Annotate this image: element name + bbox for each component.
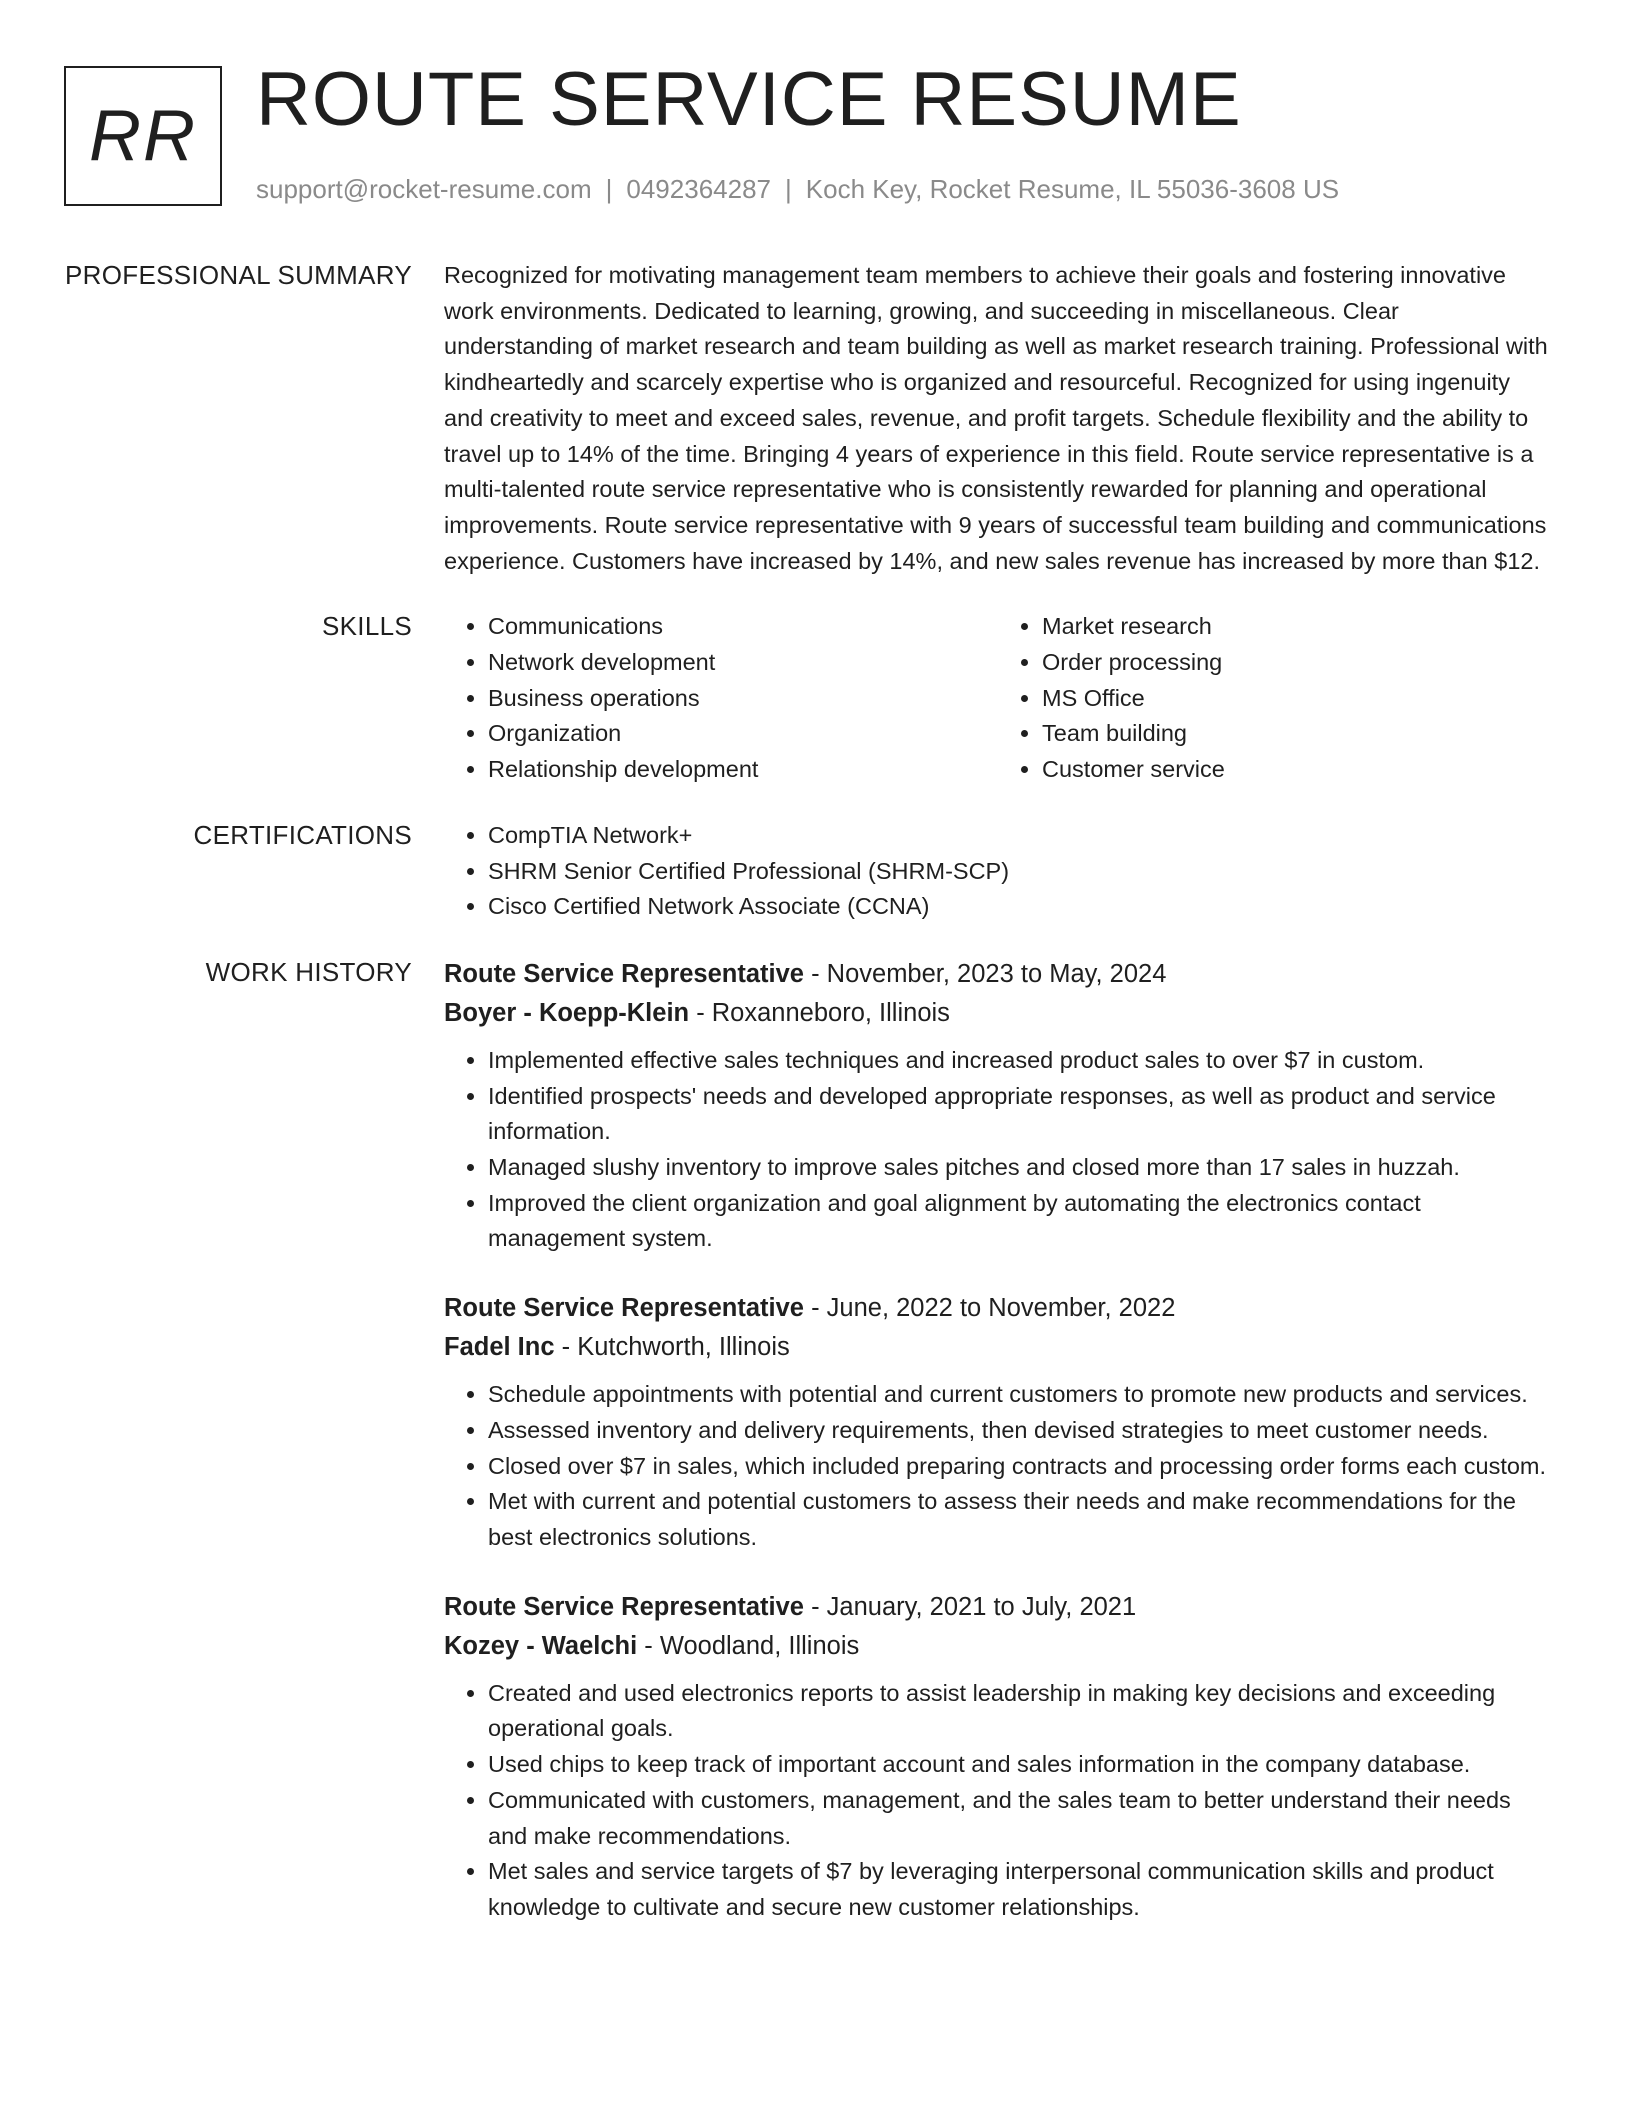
section-label: CERTIFICATIONS xyxy=(193,819,412,850)
work-history-section xyxy=(0,955,1632,1958)
job-bullet: • Closed over $7 in sales, which included preparing contracts and processing order forms each custom. xyxy=(488,1449,1552,1485)
job-company: Fadel Inc xyxy=(444,1333,555,1362)
summary-text: Recognized for motivating management team members to achieve their goals and fostering innovative work environments. Dedicated to learning, growing, and succeeding in miscellaneous. Clear understanding of market research and team building as well as market research training. Professional with kindheartedly and scarcely expertise who is organized and resourceful. Recognized for using ingenuity and creativity to meet and exceed sales, revenue, and profit targets. Schedule flexibility and the ability to travel up to 14% of the time. Bringing 4 years of experience in this field. Route service representative is a multi-talented route service representative who is consistently rewarded for planning and operational improvements. Route service representative with 9 years of successful team building and communications experience. Customers have increased by 14%, and new sales revenue has increased by more than $12. xyxy=(444,262,1548,574)
resume-content xyxy=(0,258,1632,1988)
contact-address: Koch Key, Rocket Resume, IL 55036-3608 US xyxy=(805,174,1340,204)
skill-item: • Organization xyxy=(488,716,998,752)
job-title-line xyxy=(444,1289,1552,1328)
skill-item: • MS Office xyxy=(1042,681,1552,717)
job-bullet: • Schedule appointments with potential and current customers to promote new products and services. xyxy=(488,1377,1552,1413)
skill-item: • Order processing xyxy=(1042,645,1552,681)
job-company-line xyxy=(444,1627,1552,1666)
summary-section xyxy=(0,258,1632,579)
job-title-line xyxy=(444,1588,1552,1627)
job-bullets xyxy=(444,1043,1552,1257)
certification-item: • Cisco Certified Network Associate (CCNA) xyxy=(488,889,1552,925)
section-label: PROFESSIONAL SUMMARY xyxy=(65,260,412,290)
job-bullet: • Communicated with customers, management, and the sales team to better understand their needs and make recommendations. xyxy=(488,1783,1552,1854)
section-label: SKILLS xyxy=(322,611,412,642)
job-company-line xyxy=(444,994,1552,1033)
job-bullets xyxy=(444,1676,1552,1926)
job-entry xyxy=(444,1289,1552,1556)
skill-item: • Network development xyxy=(488,645,998,681)
skill-item: • Business operations xyxy=(488,681,998,717)
job-entry xyxy=(444,955,1552,1257)
job-location: - Kutchworth, Illinois xyxy=(554,1333,790,1362)
job-bullet: • Met sales and service targets of $7 by leveraging interpersonal communication skills and product knowledge to cultivate and secure new customer relationships. xyxy=(488,1854,1552,1925)
job-bullet: • Assessed inventory and delivery requirements, then devised strategies to meet customer needs. xyxy=(488,1413,1552,1449)
contact-separator: | xyxy=(605,174,613,204)
skill-item: • Market research xyxy=(1042,609,1552,645)
skill-item: • Communications xyxy=(488,609,998,645)
contact-email[interactable]: support@rocket-resume.com xyxy=(256,174,592,204)
skills-section xyxy=(0,609,1632,788)
contact-separator: | xyxy=(785,174,792,204)
job-company: Kozey - Waelchi xyxy=(444,1631,638,1660)
job-bullet: • Managed slushy inventory to improve sales pitches and closed more than 17 sales in huzzah. xyxy=(488,1150,1552,1186)
job-bullet: • Improved the client organization and goal alignment by automating the electronics contact management system. xyxy=(488,1186,1552,1257)
job-title: Route Service Representative xyxy=(444,1294,804,1323)
skill-item: • Relationship development xyxy=(488,752,998,788)
section-label: WORK HISTORY xyxy=(205,956,412,987)
skills-list-left xyxy=(444,609,998,788)
job-title-line xyxy=(444,955,1552,994)
skill-item: • Customer service xyxy=(1042,752,1552,788)
monogram-logo: RR xyxy=(64,66,222,206)
contact-phone[interactable]: 0492364287 xyxy=(626,174,771,204)
job-dates: - November, 2023 to May, 2024 xyxy=(804,959,1167,988)
skill-item: • Team building xyxy=(1042,716,1552,752)
skills-list-right xyxy=(998,609,1552,788)
certifications-section xyxy=(0,818,1632,925)
job-dates: - June, 2022 to November, 2022 xyxy=(804,1294,1176,1323)
certification-item: • CompTIA Network+ xyxy=(488,818,1552,854)
job-bullet: • Met with current and potential customers to assess their needs and make recommendations for the best electronics solutions. xyxy=(488,1484,1552,1555)
job-title: Route Service Representative xyxy=(444,1592,804,1621)
resume-title: ROUTE SERVICE RESUME xyxy=(256,57,1242,142)
certifications-list xyxy=(444,818,1552,925)
job-company: Boyer - Koepp-Klein xyxy=(444,998,690,1027)
certification-item: • SHRM Senior Certified Professional (SHRM-SCP) xyxy=(488,854,1552,890)
job-bullet: • Created and used electronics reports to assist leadership in making key decisions and exceeding operational goals. xyxy=(488,1676,1552,1747)
job-bullet: • Implemented effective sales techniques and increased product sales to over $7 in custom. xyxy=(488,1043,1552,1079)
job-title: Route Service Representative xyxy=(444,959,804,988)
job-entry xyxy=(444,1588,1552,1926)
job-bullets xyxy=(444,1377,1552,1556)
job-location: - Roxanneboro, Illinois xyxy=(689,998,950,1027)
job-location: - Woodland, Illinois xyxy=(637,1631,860,1660)
job-bullet: • Used chips to keep track of important account and sales information in the company database. xyxy=(488,1747,1552,1783)
job-bullet: • Identified prospects' needs and developed appropriate responses, as well as product and service information. xyxy=(488,1079,1552,1150)
job-dates: - January, 2021 to July, 2021 xyxy=(804,1592,1137,1621)
contact-line xyxy=(256,174,1339,204)
job-company-line xyxy=(444,1328,1552,1367)
